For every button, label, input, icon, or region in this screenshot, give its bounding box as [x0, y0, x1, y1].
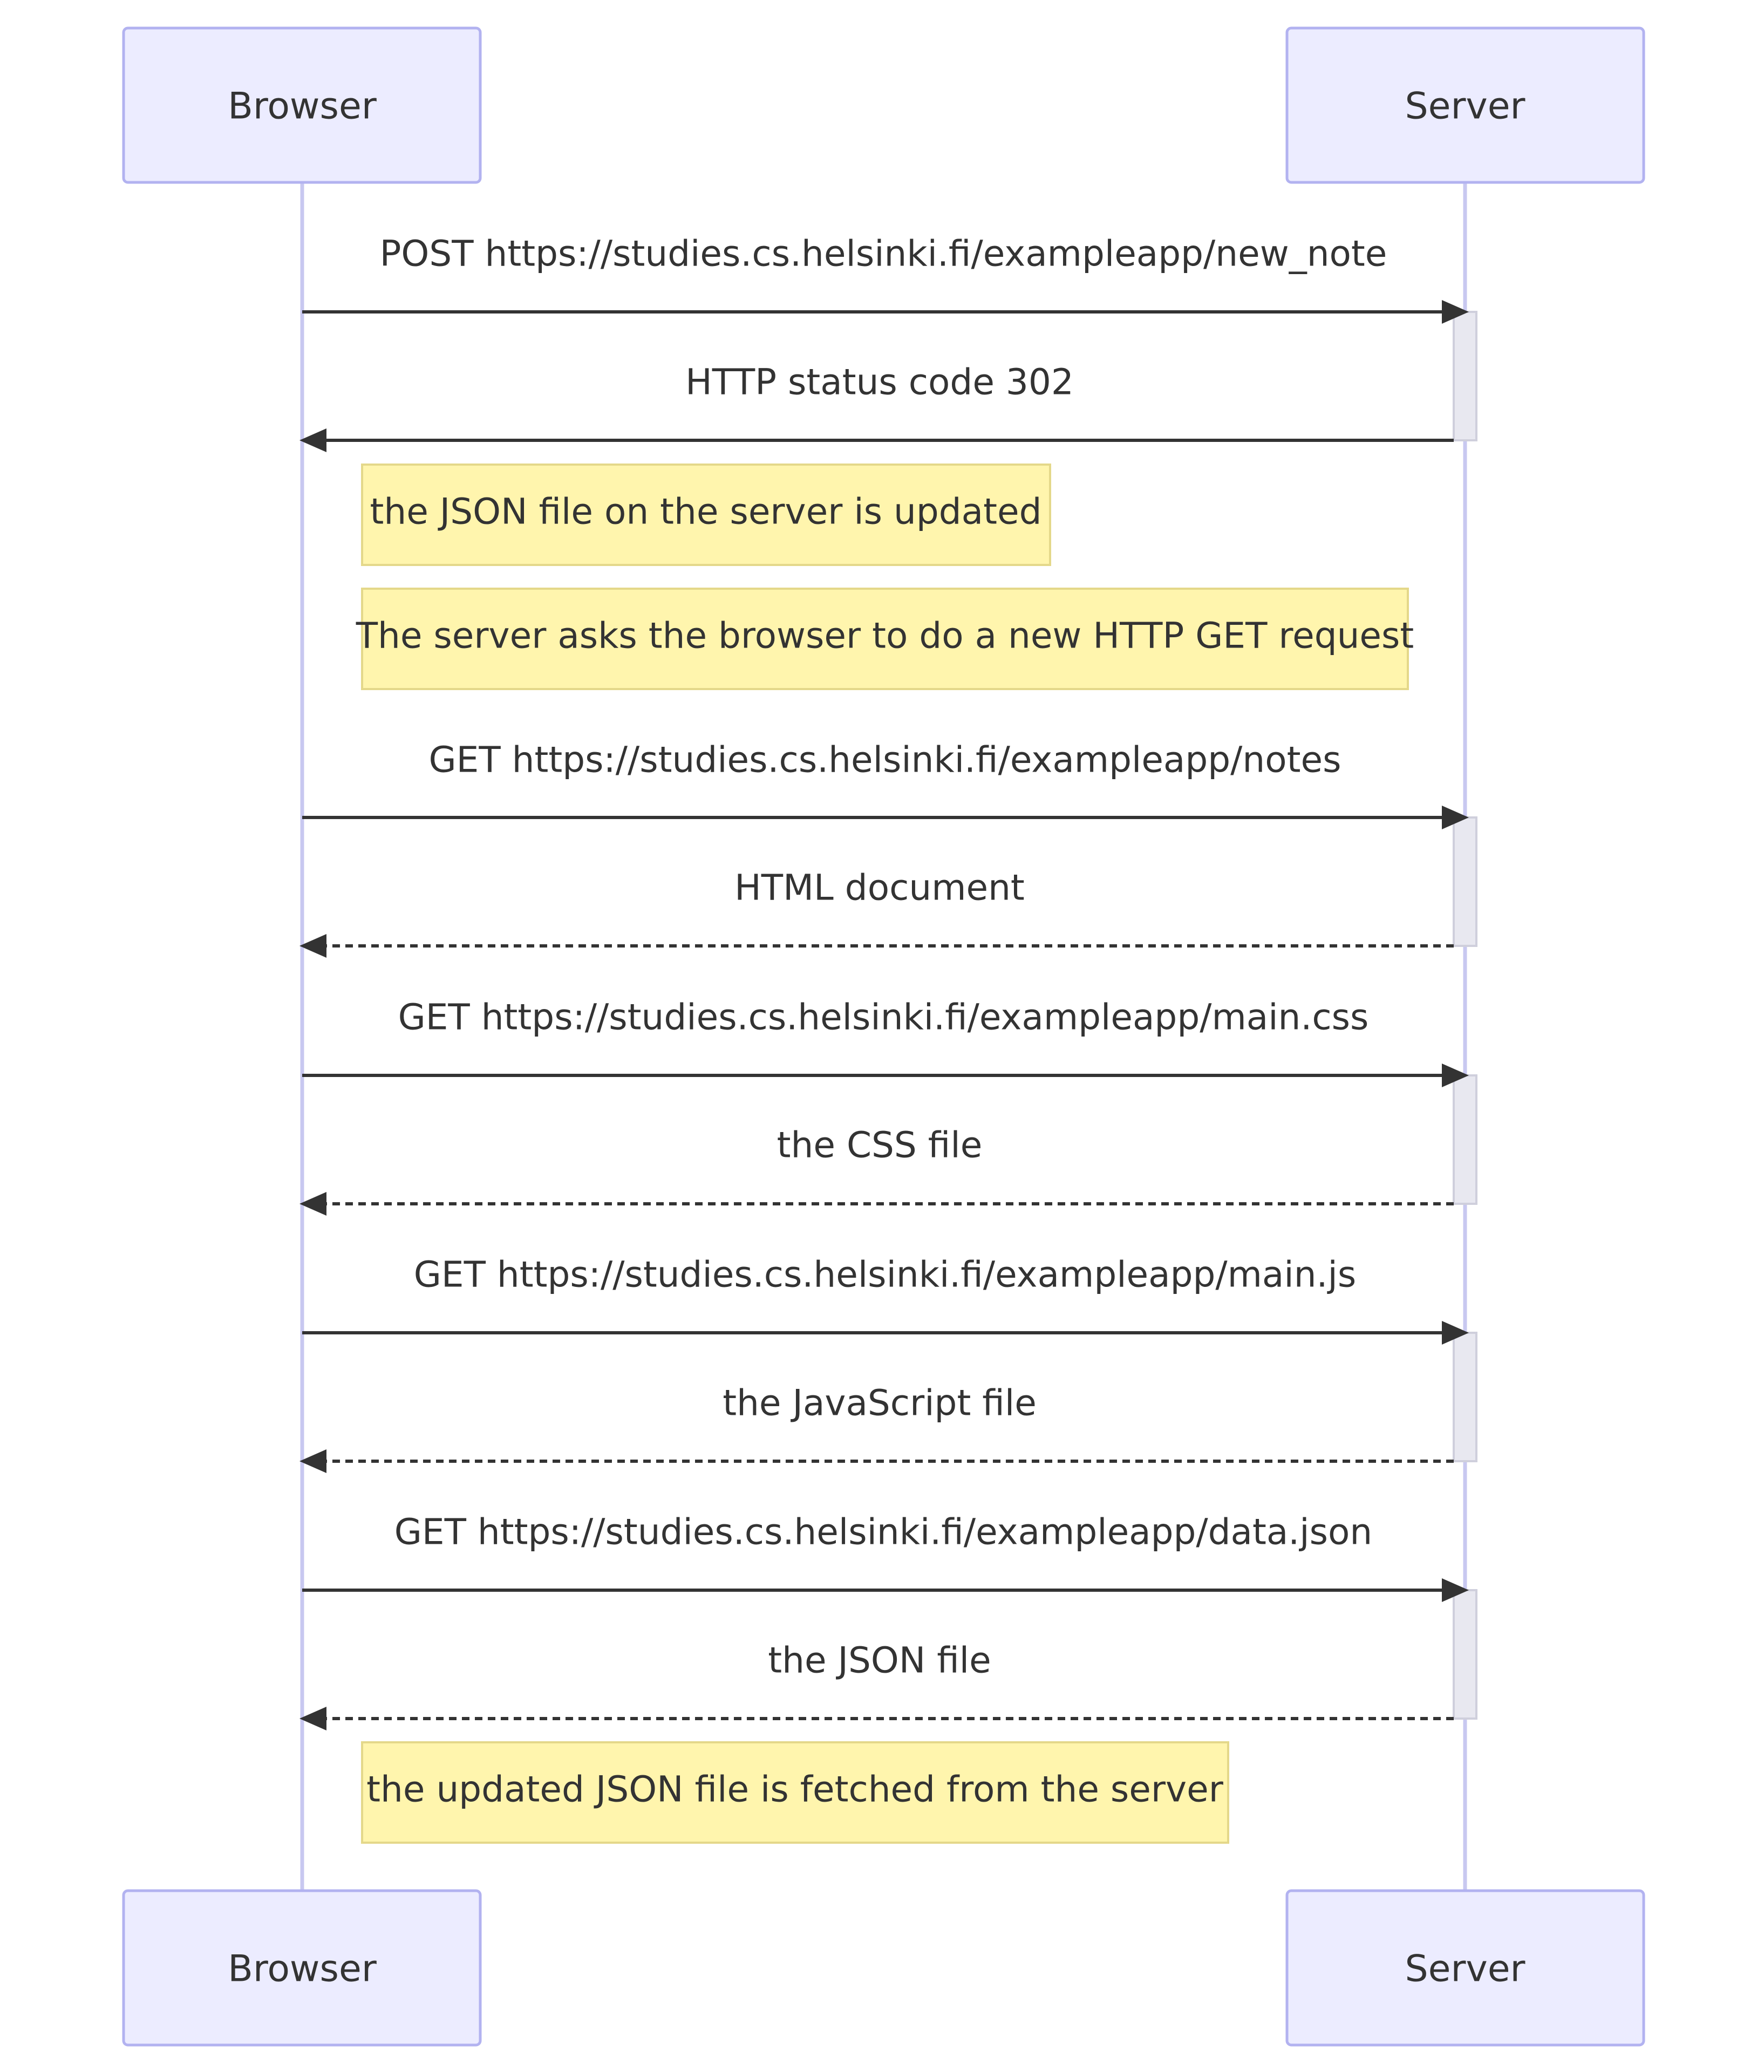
actor-browser-top [124, 28, 480, 182]
server-activation-5 [1454, 1590, 1476, 1719]
message-javascript-file [299, 1382, 1454, 1474]
message-label: GET https://studies.cs.helsinki.fi/exampleapp/data.json [394, 1511, 1373, 1553]
actor-browser-top-label: Browser [228, 85, 377, 128]
message-label: GET https://studies.cs.helsinki.fi/exampleapp/main.css [398, 996, 1369, 1038]
message-css-file [299, 1124, 1454, 1216]
message-get-main-css [302, 997, 1469, 1088]
message-label: GET https://studies.cs.helsinki.fi/exampleapp/notes [428, 739, 1341, 781]
note-updated-json-fetched [362, 1742, 1228, 1843]
message-label: HTML document [734, 867, 1025, 909]
server-activation-1 [1454, 312, 1476, 440]
actor-server-top [1287, 28, 1644, 182]
note-text: the updated JSON file is fetched from the server [366, 1768, 1223, 1810]
actor-server-top-label: Server [1405, 85, 1525, 128]
actor-browser-bottom [124, 1891, 480, 2045]
message-html-document [299, 867, 1454, 958]
message-label: the JSON file [768, 1639, 991, 1681]
note-text: the JSON file on the server is updated [370, 490, 1042, 533]
message-get-main-js [302, 1254, 1469, 1345]
actor-server-bottom [1287, 1891, 1644, 2045]
message-label: the JavaScript file [723, 1382, 1037, 1424]
message-label: HTTP status code 302 [685, 361, 1074, 403]
note-json-updated [362, 465, 1050, 565]
message-get-data-json [302, 1511, 1469, 1603]
actor-server-bottom-label: Server [1405, 1947, 1525, 1991]
message-get-notes [302, 739, 1469, 830]
note-server-asks-get [356, 589, 1414, 689]
server-activation-3 [1454, 1075, 1476, 1204]
message-post-new-note [302, 233, 1469, 324]
message-json-file [299, 1640, 1454, 1731]
actor-browser-bottom-label: Browser [228, 1947, 377, 1991]
note-text: The server asks the browser to do a new HTTP GET request [356, 615, 1414, 657]
message-http-302 [299, 362, 1454, 453]
message-label: GET https://studies.cs.helsinki.fi/exampleapp/main.js [413, 1253, 1357, 1296]
message-label: POST https://studies.cs.helsinki.fi/exampleapp/new_note [379, 233, 1387, 275]
server-activation-2 [1454, 817, 1476, 946]
message-label: the CSS file [777, 1124, 983, 1166]
server-activation-4 [1454, 1333, 1476, 1461]
